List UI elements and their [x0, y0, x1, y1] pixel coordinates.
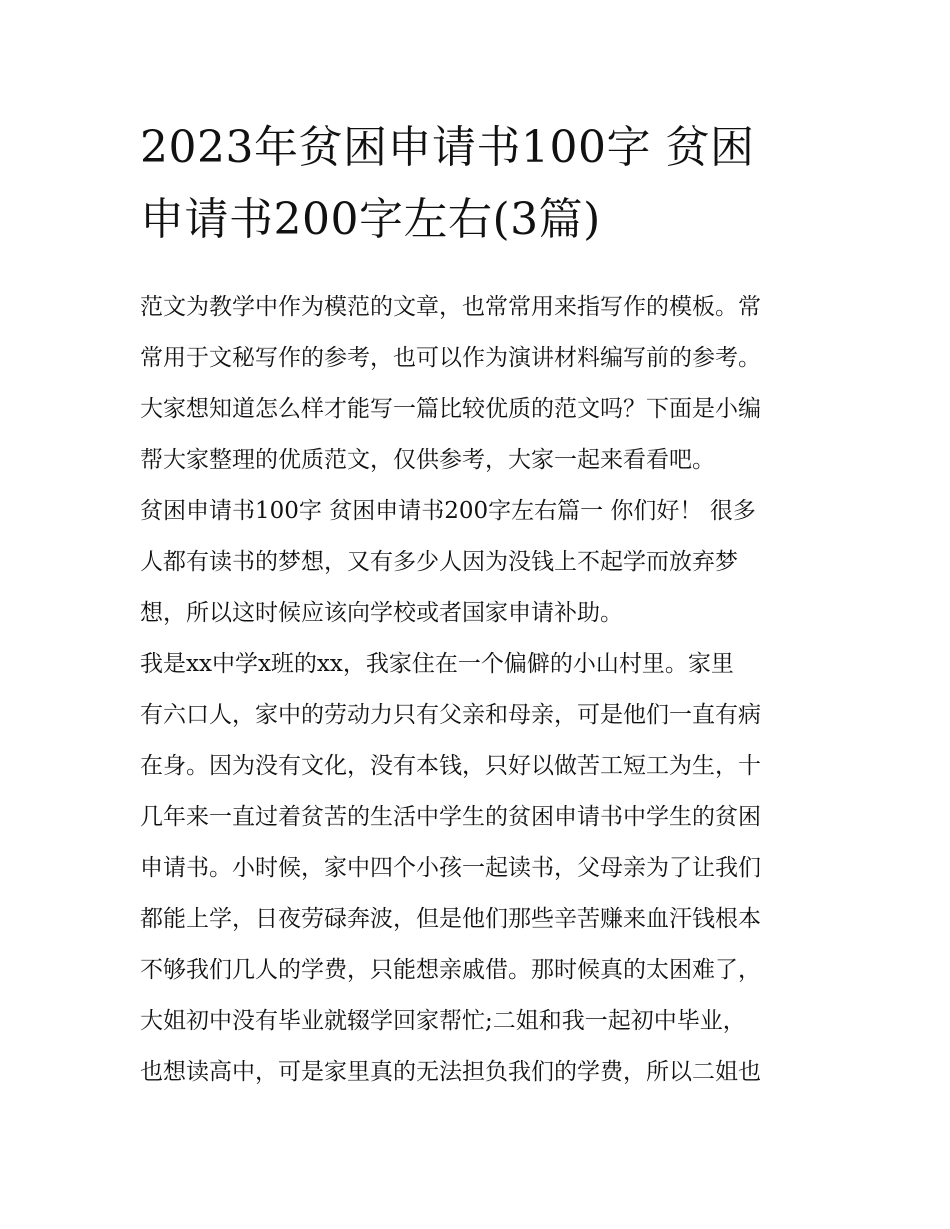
text-line: 申请书。小时候，家中四个小孩一起读书，父母亲为了让我们: [140, 855, 761, 881]
text-line: 都能上学，日夜劳碌奔波，但是他们那些辛苦赚来血汗钱根本: [140, 906, 761, 932]
text-line: 想，所以这时候应该向学校或者国家申请补助。: [140, 600, 623, 626]
text-line: 不够我们几人的学费，只能想亲戚借。那时候真的太困难了，: [140, 957, 761, 983]
text-line: 贫困申请书100字 贫困申请书200字左右篇一 你们好！ 很多: [140, 498, 756, 524]
document-page: [140, 112, 810, 1098]
text-line: 范文为教学中作为模范的文章，也常常用来指写作的模板。常: [140, 294, 761, 320]
title-line: 2023年贫困申请书100字 贫困: [140, 122, 755, 173]
text-line: 也想读高中，可是家里真的无法担负我们的学费，所以二姐也: [140, 1059, 761, 1085]
text-line: 大姐初中没有毕业就辍学回家帮忙;二姐和我一起初中毕业，: [140, 1008, 746, 1034]
document-title: [140, 112, 810, 256]
text-line: 帮大家整理的优质范文，仅供参考，大家一起来看看吧。: [140, 447, 715, 473]
intro-paragraph: [140, 282, 810, 486]
text-line: 人都有读书的梦想，又有多少人因为没钱上不起学而放弃梦: [140, 549, 738, 575]
text-line: 在身。因为没有文化，没有本钱，只好以做苦工短工为生，十: [140, 753, 761, 779]
text-line: 常用于文秘写作的参考，也可以作为演讲材料编写前的参考。: [140, 345, 761, 371]
text-line: 几年来一直过着贫苦的生活中学生的贫困申请书中学生的贫困: [140, 804, 761, 830]
text-line: 有六口人，家中的劳动力只有父亲和母亲，可是他们一直有病: [140, 702, 761, 728]
document-body: [140, 282, 810, 1098]
title-line: 申请书200字左右(3篇): [140, 194, 601, 245]
text-line: 大家想知道怎么样才能写一篇比较优质的范文吗？下面是小编: [140, 396, 761, 422]
story-paragraph: [140, 639, 810, 1098]
section-heading-paragraph: [140, 486, 810, 639]
text-line: 我是xx中学x班的xx，我家住在一个偏僻的小山村里。家里: [140, 651, 734, 677]
